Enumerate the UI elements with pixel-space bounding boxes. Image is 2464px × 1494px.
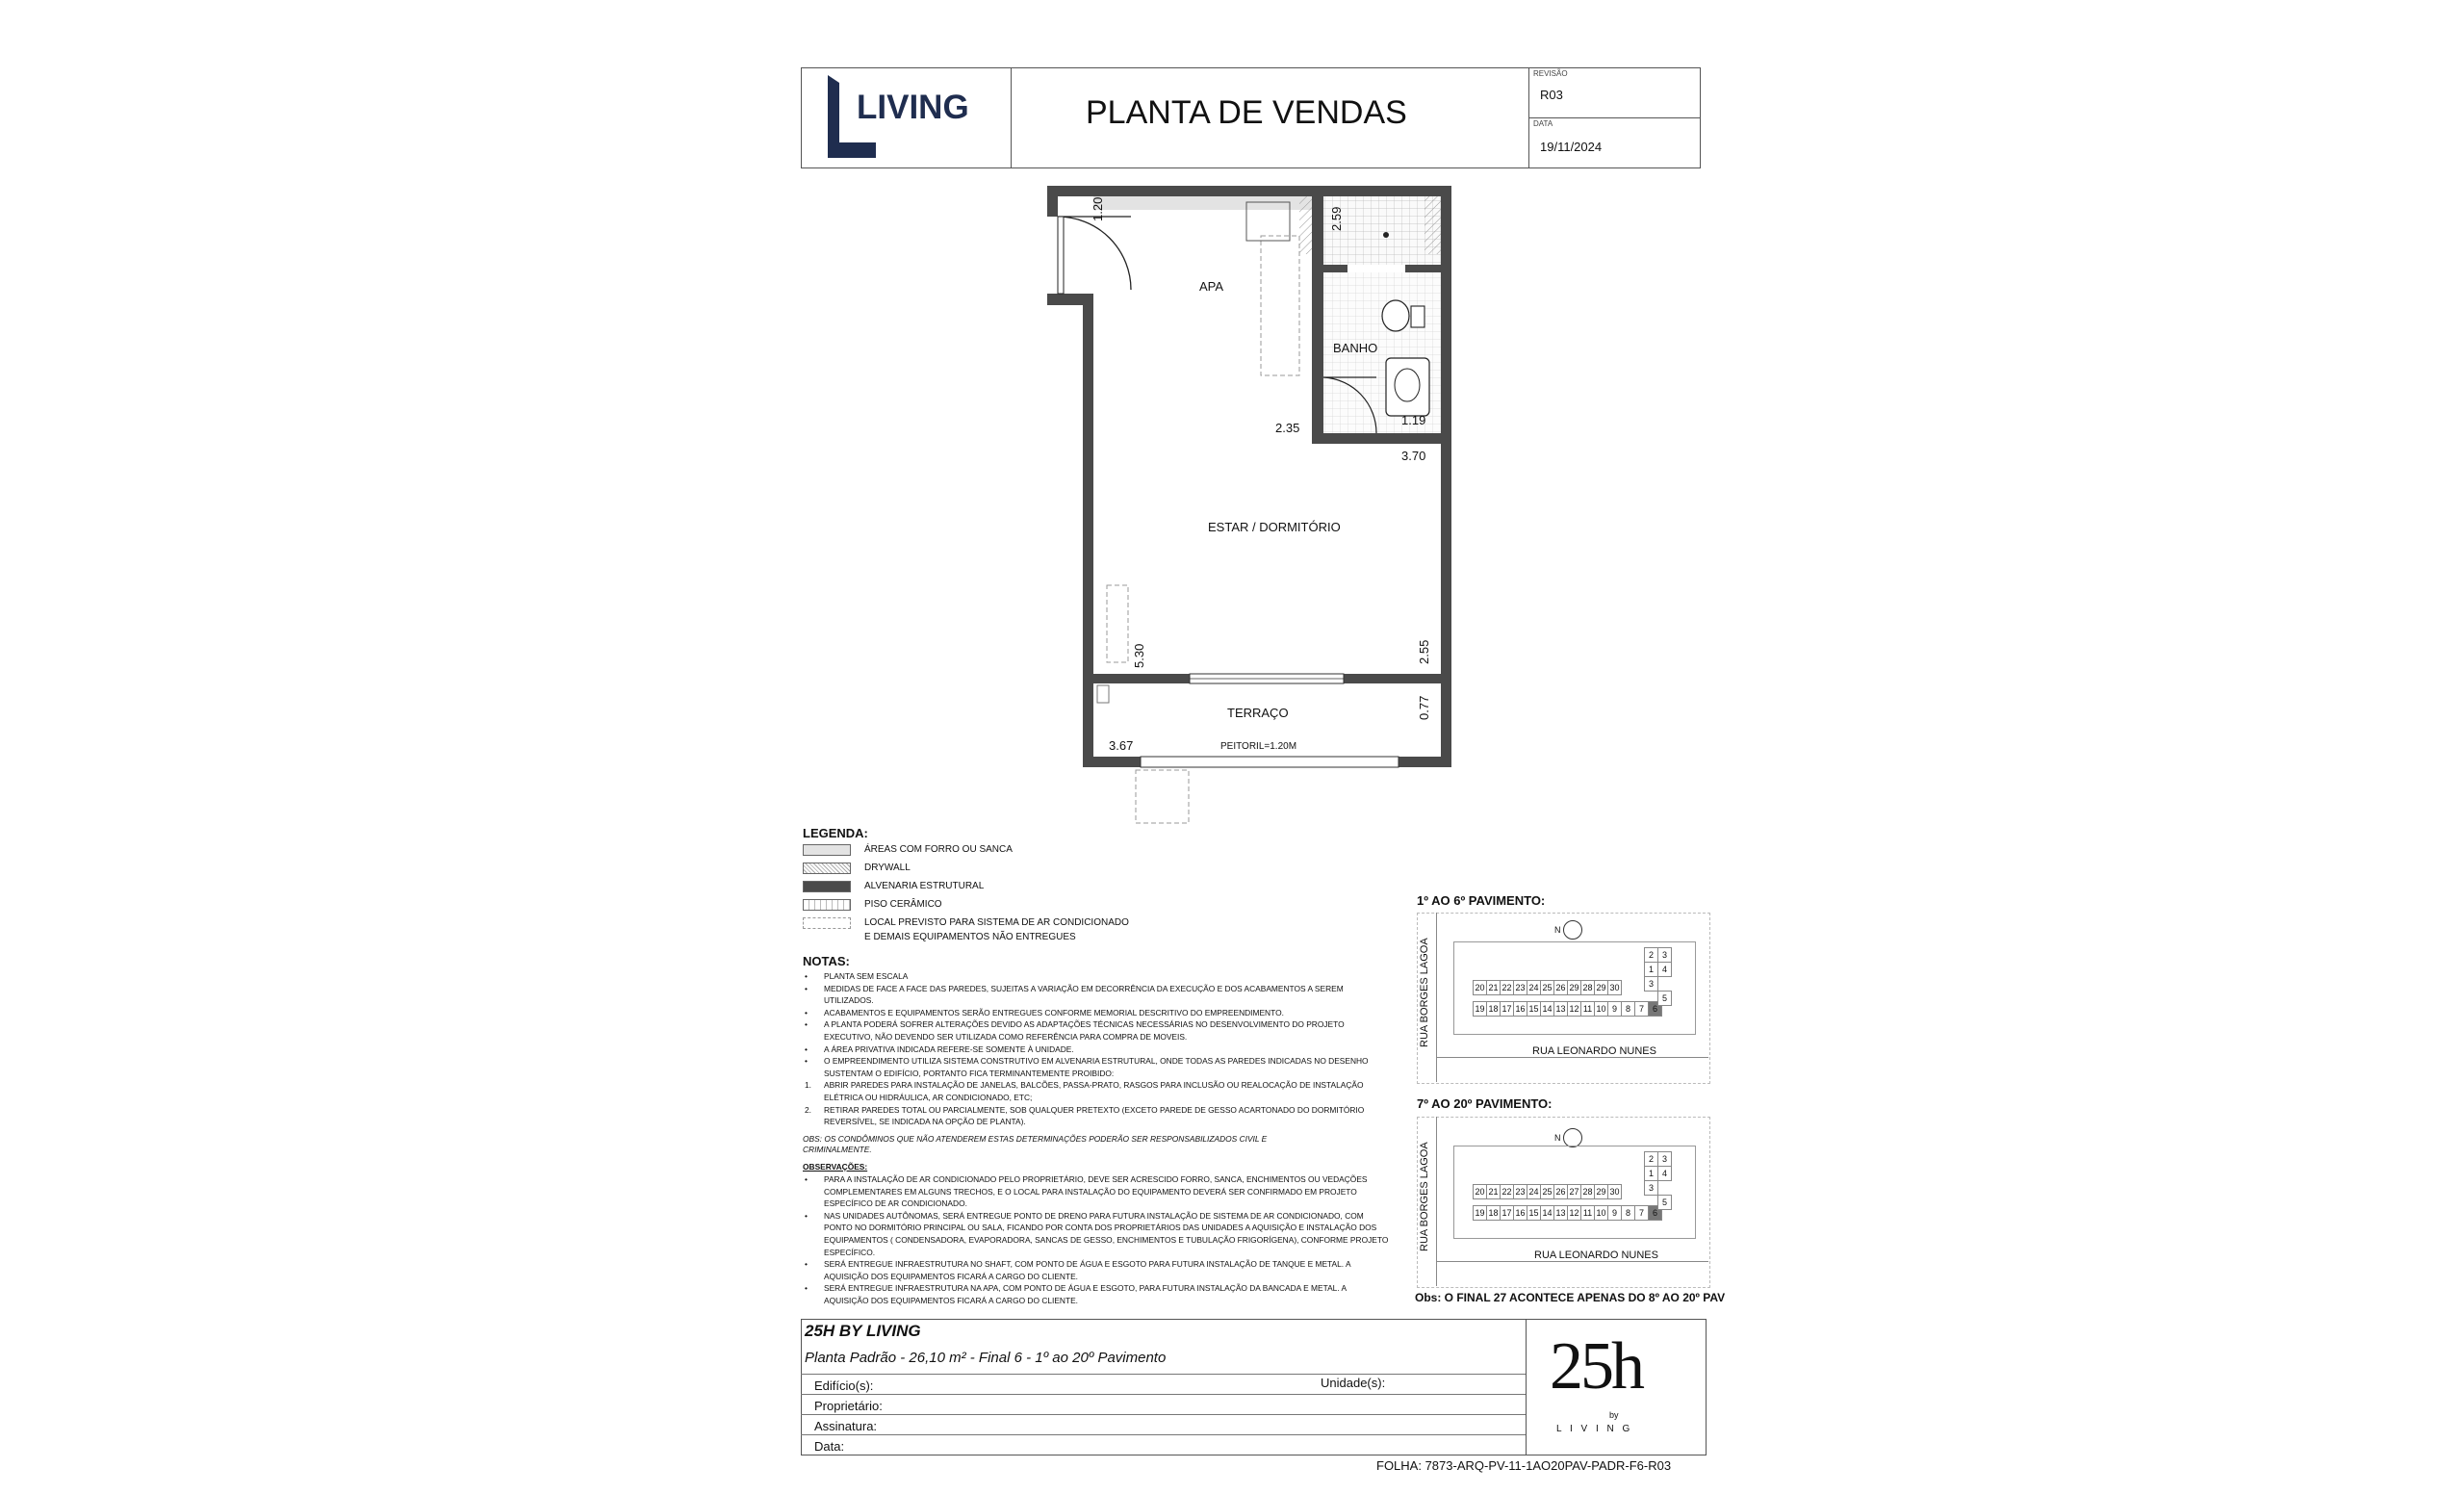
keyplan-2 bbox=[1417, 1117, 1710, 1288]
dim-235: 2.35 bbox=[1275, 421, 1300, 435]
notes-obs-1: OBS: OS CONDÔMINOS QUE NÃO ATENDEREM ESTAS DETERMINAÇÕES PODERÃO SER RESPONSABILIZADOS CIVIL E bbox=[803, 1134, 1268, 1144]
keyplan-unit: 23 bbox=[1513, 980, 1527, 995]
floor-plan bbox=[1040, 183, 1463, 837]
keyplan-unit: 3 bbox=[1657, 1151, 1672, 1167]
wall-bath-bottom bbox=[1312, 433, 1441, 444]
observacao-line-text: AQUISIÇÃO DOS EQUIPAMENTOS FICARÁ A CARGO DO CLIENTE. bbox=[824, 1271, 1079, 1281]
note-line-text: ACABAMENTOS E EQUIPAMENTOS SERÃO ENTREGUES CONFORME MEMORIAL DESCRITIVO DO EMPREENDIMENTO. bbox=[824, 1007, 1284, 1017]
legend-item-1: ÁREAS COM FORRO OU SANCA bbox=[864, 844, 1013, 855]
note-line-bullet: 1. bbox=[805, 1080, 811, 1091]
observacao-line-bullet: • bbox=[805, 1259, 808, 1270]
room-banho: BANHO bbox=[1333, 341, 1378, 355]
legend-item-3: ALVENARIA ESTRUTURAL bbox=[864, 881, 985, 891]
keyplan-1-title: 1º AO 6º PAVIMENTO: bbox=[1417, 893, 1546, 908]
keyplan-unit: 9 bbox=[1607, 1205, 1622, 1221]
logo-text: LIVING bbox=[857, 89, 969, 126]
keyplan-2-north: N bbox=[1554, 1133, 1561, 1143]
wall-mid-right bbox=[1344, 674, 1441, 683]
notes-title: NOTAS: bbox=[803, 954, 850, 968]
notes-obs-2: CRIMINALMENTE. bbox=[803, 1145, 872, 1154]
note-line-text: EXECUTIVO, NÃO DEVENDO SER UTILIZADA COMO REFERÊNCIA PARA COMPRA DE MOVEIS. bbox=[824, 1032, 1188, 1042]
note-line-bullet: • bbox=[805, 1056, 808, 1067]
wall-left-step bbox=[1047, 294, 1093, 305]
keyplan-unit: 2 bbox=[1644, 947, 1658, 963]
dim-370: 3.70 bbox=[1401, 449, 1426, 463]
keyplan-2-street-v: RUA BORGES LAGOA bbox=[1419, 1142, 1430, 1251]
brand-living: L I V I N G bbox=[1556, 1424, 1633, 1434]
note-line-text: REVERSÍVEL, SE INDICADA NA OPÇÃO DE PLANTA). bbox=[824, 1117, 1026, 1127]
keyplan-unit: 18 bbox=[1486, 1205, 1501, 1221]
note-line-text: A PLANTA PODERÁ SOFRER ALTERAÇÕES DEVIDO AS ADAPTAÇÕES TÉCNICAS NECESSÁRIAS NO DESENVOLVIMENTO DO PROJETO bbox=[824, 1019, 1345, 1030]
keyplan-unit: 28 bbox=[1580, 1184, 1595, 1199]
keyplan-unit: 26 bbox=[1553, 1184, 1568, 1199]
keyplan-unit: 14 bbox=[1540, 1205, 1554, 1221]
keyplan-unit: 13 bbox=[1553, 1205, 1568, 1221]
keyplan-unit: 14 bbox=[1540, 1001, 1554, 1017]
observacao-line-text: ESPECÍFICO DE AR CONDICIONADO. bbox=[824, 1198, 967, 1209]
brand-by: by bbox=[1609, 1410, 1619, 1420]
date-label: DATA bbox=[1533, 119, 1553, 128]
observacao-line-text: ESPECÍFICO. bbox=[824, 1247, 876, 1257]
date-value: 19/11/2024 bbox=[1540, 140, 1603, 154]
observacao-line-text: AQUISIÇÃO DOS EQUIPAMENTOS FICARÁ A CARGO DO CLIENTE. bbox=[824, 1296, 1079, 1305]
note-line-text: ABRIR PAREDES PARA INSTALAÇÃO DE JANELAS, BALCÕES, PASSA-PRATO, RASGOS PARA INCLUSÃO OU REALOCAÇÃO DE INSTALAÇÃO bbox=[824, 1080, 1364, 1091]
notes-list bbox=[805, 970, 1382, 1129]
field-proprietario: Proprietário: bbox=[814, 1399, 883, 1413]
header-divider-1 bbox=[1011, 67, 1012, 168]
keyplan-unit: 9 bbox=[1607, 1001, 1622, 1017]
legend-item-2: DRYWALL bbox=[864, 863, 911, 873]
legend-swatch-alvenaria bbox=[803, 881, 851, 892]
wall-bottom-left bbox=[1083, 757, 1141, 767]
keyplan-unit: 13 bbox=[1553, 1001, 1568, 1017]
note-line-text: O EMPREENDIMENTO UTILIZA SISTEMA CONSTRUTIVO EM ALVENARIA ESTRUTURAL, ONDE TODAS AS PAREDES INDICADAS NO DESENHO bbox=[824, 1056, 1369, 1067]
keyplan-unit: 23 bbox=[1513, 1184, 1527, 1199]
keyplan-unit: 1 bbox=[1644, 1166, 1658, 1181]
room-apa: APA bbox=[1199, 279, 1224, 294]
folha-code: FOLHA: 7873-ARQ-PV-11-1AO20PAV-PADR-F6-R03 bbox=[1376, 1458, 1672, 1473]
wall-bath-mid bbox=[1323, 265, 1348, 272]
legend-swatch-drywall bbox=[803, 863, 851, 874]
legend-swatch-piso bbox=[803, 899, 851, 911]
keyplan-unit: 1 bbox=[1644, 962, 1658, 977]
note-line-text: A ÁREA PRIVATIVA INDICADA REFERE-SE SOMENTE À UNIDADE. bbox=[824, 1043, 1074, 1054]
keyplan-unit: 5 bbox=[1657, 1195, 1672, 1210]
wall-bath-mid2 bbox=[1405, 265, 1441, 272]
observacao-line-text: SERÁ ENTREGUE INFRAESTRUTURA NO SHAFT, COM PONTO DE ÁGUA E ESGOTO PARA FUTURA INSTALAÇÃO DE TANQUE E METAL. A bbox=[824, 1259, 1351, 1270]
keyplan-unit: 12 bbox=[1567, 1205, 1581, 1221]
note-line-text: ELÉTRICA OU HIDRÁULICA, AR CONDICIONADO, ETC; bbox=[824, 1093, 1033, 1102]
field-edificio: Edifício(s): bbox=[814, 1378, 874, 1393]
keyplan-unit: 6 bbox=[1648, 1205, 1662, 1221]
keyplan-unit: 11 bbox=[1580, 1001, 1595, 1017]
keyplan-unit: 17 bbox=[1500, 1205, 1514, 1221]
keyplan-unit: 29 bbox=[1594, 980, 1608, 995]
keyplan-unit: 8 bbox=[1621, 1205, 1635, 1221]
note-line-bullet: • bbox=[805, 1043, 808, 1054]
keyplan-unit: 5 bbox=[1657, 991, 1672, 1006]
keyplan-unit: 7 bbox=[1634, 1001, 1649, 1017]
keyplan-unit: 4 bbox=[1657, 962, 1672, 977]
legend-item-6: E DEMAIS EQUIPAMENTOS NÃO ENTREGUES bbox=[864, 932, 1076, 942]
note-line-bullet: • bbox=[805, 971, 808, 981]
keyplan-2-right-stack bbox=[1644, 1151, 1673, 1209]
observacao-line-bullet: • bbox=[805, 1283, 808, 1294]
keyplan-unit: 3 bbox=[1657, 947, 1672, 963]
observacao-line-bullet: • bbox=[805, 1174, 808, 1184]
keyplan-unit: 15 bbox=[1527, 1001, 1541, 1017]
dim-259: 2.59 bbox=[1329, 206, 1344, 231]
keyplan-unit: 8 bbox=[1621, 1001, 1635, 1017]
note-line-bullet: • bbox=[805, 983, 808, 993]
wall-mid-left bbox=[1093, 674, 1190, 683]
note-line-bullet: 2. bbox=[805, 1104, 811, 1115]
wall-top bbox=[1047, 186, 1451, 196]
observacao-line-text: SERÁ ENTREGUE INFRAESTRUTURA NA APA, COM PONTO DE ÁGUA E ESGOTO, PARA FUTURA INSTALAÇÃO DA BANCADA E METAL. A bbox=[824, 1283, 1348, 1294]
legend-title: LEGENDA: bbox=[803, 826, 868, 840]
wall-bottom-right bbox=[1399, 757, 1451, 767]
keyplan-unit: 21 bbox=[1486, 980, 1501, 995]
keyplan-unit: 22 bbox=[1500, 1184, 1514, 1199]
room-terraco: TERRAÇO bbox=[1227, 706, 1289, 720]
project-subtitle: Planta Padrão - 26,10 m² - Final 6 - 1º ao 20º Pavimento bbox=[805, 1350, 1167, 1366]
legend-item-5: LOCAL PREVISTO PARA SISTEMA DE AR CONDICIONADO bbox=[864, 917, 1129, 928]
keyplan-unit: 2 bbox=[1644, 1151, 1658, 1167]
keyplan-unit: 3 bbox=[1644, 1180, 1658, 1196]
keyplan-1-street-h: RUA LEONARDO NUNES bbox=[1532, 1045, 1656, 1057]
dim-255: 2.55 bbox=[1417, 639, 1431, 664]
dim-367: 3.67 bbox=[1109, 738, 1134, 753]
legend-swatch-ar bbox=[803, 917, 851, 929]
wall-bath-left bbox=[1312, 186, 1323, 444]
keyplan-unit: 6 bbox=[1648, 1001, 1662, 1017]
header-divider-3 bbox=[1528, 117, 1701, 118]
legend-item-4: PISO CERÂMICO bbox=[864, 899, 942, 910]
keyplan-unit: 29 bbox=[1594, 1184, 1608, 1199]
legend-swatch-forro bbox=[803, 844, 851, 856]
compass-icon bbox=[1563, 920, 1582, 940]
observacoes-title: OBSERVAÇÕES: bbox=[803, 1162, 868, 1172]
keyplan-unit: 18 bbox=[1486, 1001, 1501, 1017]
keyplan-unit: 30 bbox=[1607, 1184, 1622, 1199]
note-line-text: PLANTA SEM ESCALA bbox=[824, 971, 909, 981]
keyplan-unit: 16 bbox=[1513, 1205, 1527, 1221]
keyplan-unit: 7 bbox=[1634, 1205, 1649, 1221]
keyplan-unit: 19 bbox=[1473, 1001, 1487, 1017]
page-title: PLANTA DE VENDAS bbox=[1086, 94, 1407, 131]
note-line-text: MEDIDAS DE FACE A FACE DAS PAREDES, SUJEITAS A VARIAÇÃO EM DECORRÊNCIA DA EXECUÇÃO E DOS ACABAMENTOS A SEREM bbox=[824, 983, 1344, 993]
room-estar: ESTAR / DORMITÓRIO bbox=[1208, 520, 1341, 534]
living-logo bbox=[826, 73, 989, 162]
observacao-line-text: PARA A INSTALAÇÃO DE AR CONDICIONADO PELO PROPRIETÁRIO, DEVE SER ACRESCIDO FORRO, SANCA, ENCHIMENTOS OU VEDAÇÕES bbox=[824, 1174, 1368, 1184]
note-line-text: RETIRAR PAREDES TOTAL OU PARCIALMENTE, SOB QUALQUER PRETEXTO (EXCETO PAREDE DE GESSO ACARTONADO DO DORMITÓRIO bbox=[824, 1104, 1365, 1115]
title-block-divider bbox=[1526, 1319, 1527, 1455]
keyplan-unit: 20 bbox=[1473, 1184, 1487, 1199]
brand-25h: 25h bbox=[1550, 1329, 1642, 1404]
keyplan-obs: Obs: O FINAL 27 ACONTECE APENAS DO 8º AO 20º PAV bbox=[1415, 1291, 1726, 1304]
keyplan-unit: 17 bbox=[1500, 1001, 1514, 1017]
observacoes-list bbox=[805, 1173, 1401, 1308]
keyplan-unit: 15 bbox=[1527, 1205, 1541, 1221]
keyplan-unit: 24 bbox=[1527, 980, 1541, 995]
keyplan-unit: 4 bbox=[1657, 1166, 1672, 1181]
keyplan-unit: 20 bbox=[1473, 980, 1487, 995]
keyplan-unit: 25 bbox=[1540, 1184, 1554, 1199]
note-line-text: UTILIZADOS. bbox=[824, 995, 874, 1006]
observacao-line-text: EQUIPAMENTOS ( CONDENSADORA, EVAPORADORA, SANCAS DE GESSO, ENCHIMENTOS E TUBULAÇÃO FRIGORÍGENA), CONFORME PROJETO bbox=[824, 1235, 1389, 1245]
observacao-line-text: COMPLEMENTARES EM ALGUNS TRECHOS, E O LOCAL PARA INSTALAÇÃO DO EQUIPAMENTO DEVERÁ SER CONFIRMADO EM PROJETO bbox=[824, 1186, 1357, 1197]
dim-119: 1.19 bbox=[1401, 413, 1426, 427]
keyplan-1 bbox=[1417, 913, 1710, 1084]
keyplan-unit: 25 bbox=[1540, 980, 1554, 995]
keyplan-unit: 10 bbox=[1594, 1001, 1608, 1017]
keyplan-unit: 28 bbox=[1580, 980, 1595, 995]
field-unidade: Unidade(s): bbox=[1321, 1376, 1386, 1390]
observacao-line-bullet: • bbox=[805, 1210, 808, 1221]
keyplan-unit: 24 bbox=[1527, 1184, 1541, 1199]
keyplan-unit: 16 bbox=[1513, 1001, 1527, 1017]
revision-label: REVISÃO bbox=[1533, 69, 1568, 78]
keyplan-1-street-v: RUA BORGES LAGOA bbox=[1419, 938, 1430, 1047]
keyplan-2-top-row bbox=[1473, 1184, 1621, 1198]
keyplan-unit: 21 bbox=[1486, 1184, 1501, 1199]
wall-left-upper bbox=[1047, 186, 1058, 217]
revision-value: R03 bbox=[1540, 88, 1563, 102]
note-line-text: SUSTENTAM O EDIFÍCIO, PORTANTO FICA TERMINANTEMENTE PROIBIDO: bbox=[824, 1068, 1115, 1078]
keyplan-2-title: 7º AO 20º PAVIMENTO: bbox=[1417, 1096, 1553, 1111]
keyplan-unit: 26 bbox=[1553, 980, 1568, 995]
peitoril-label: PEITORIL=1.20M bbox=[1220, 741, 1297, 752]
keyplan-unit: 27 bbox=[1567, 1184, 1581, 1199]
dim-077: 0.77 bbox=[1417, 695, 1431, 720]
wall-left bbox=[1083, 305, 1093, 767]
wall-right bbox=[1441, 186, 1451, 767]
keyplan-2-bottom-row bbox=[1473, 1205, 1661, 1219]
dim-120: 1.20 bbox=[1091, 196, 1105, 221]
keyplan-unit: 19 bbox=[1473, 1205, 1487, 1221]
keyplan-unit: 22 bbox=[1500, 980, 1514, 995]
keyplan-2-street-h: RUA LEONARDO NUNES bbox=[1534, 1249, 1658, 1261]
field-data: Data: bbox=[814, 1439, 845, 1454]
note-line-bullet: • bbox=[805, 1019, 808, 1030]
compass-icon bbox=[1563, 1128, 1582, 1147]
observacao-line-text: NAS UNIDADES AUTÔNOMAS, SERÁ ENTREGUE PONTO DE DRENO PARA FUTURA INSTALAÇÃO DE SISTEMA DE AR CONDICIONADO, COM bbox=[824, 1210, 1364, 1221]
project-title: 25H BY LIVING bbox=[805, 1322, 921, 1340]
keyplan-unit: 30 bbox=[1607, 980, 1622, 995]
observacao-line-text: PONTO NO DORMITÓRIO PRINCIPAL OU SALA, FICANDO POR CONTA DOS PROPRIETÁRIOS DAS UNIDADES A AQUISIÇÃO E INSTALAÇÃO DOS bbox=[824, 1223, 1377, 1233]
keyplan-unit: 12 bbox=[1567, 1001, 1581, 1017]
keyplan-1-bottom-row bbox=[1473, 1001, 1661, 1015]
keyplan-1-north: N bbox=[1554, 925, 1561, 935]
field-assinatura: Assinatura: bbox=[814, 1419, 878, 1433]
dim-530: 5.30 bbox=[1132, 643, 1146, 668]
keyplan-unit: 11 bbox=[1580, 1205, 1595, 1221]
note-line-bullet: • bbox=[805, 1007, 808, 1017]
keyplan-unit: 29 bbox=[1567, 980, 1581, 995]
keyplan-unit: 10 bbox=[1594, 1205, 1608, 1221]
keyplan-unit: 3 bbox=[1644, 976, 1658, 992]
keyplan-1-top-row bbox=[1473, 980, 1621, 993]
keyplan-1-right-stack bbox=[1644, 947, 1673, 1005]
